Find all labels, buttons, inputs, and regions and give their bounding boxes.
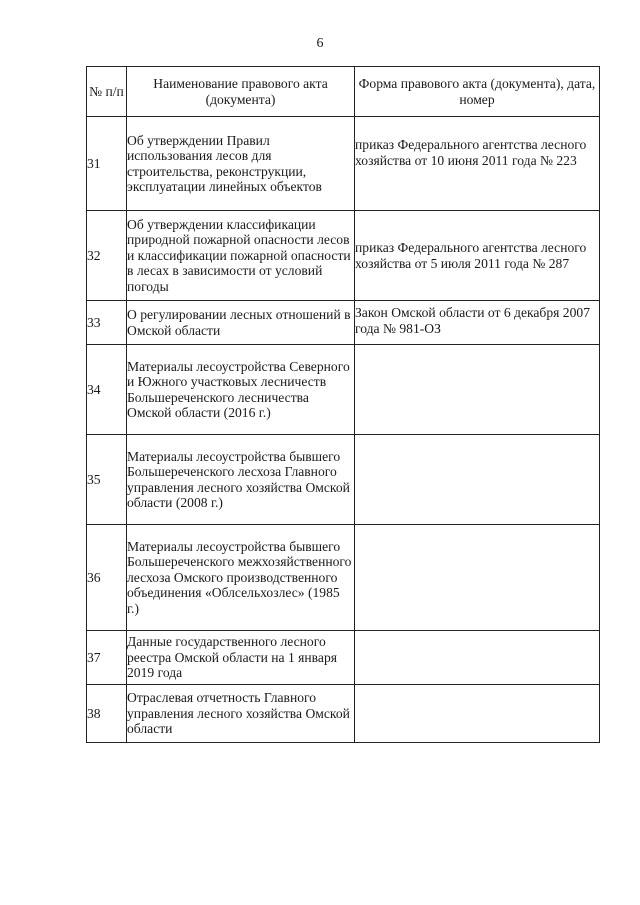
row-form bbox=[355, 435, 600, 525]
header-form: Форма правового акта (документа), дата, номер bbox=[355, 67, 600, 117]
table-row bbox=[87, 435, 600, 525]
row-name: Данные государственного лесного реестра Омской области на 1 января 2019 года bbox=[127, 631, 355, 685]
row-form bbox=[355, 685, 600, 743]
row-name: Материалы лесоустройства Северного и Южного участковых лесничеств Большереченского лесничества Омской области (2016 г.) bbox=[127, 345, 355, 435]
row-name: Об утверждении Правил использования лесов для строительства, реконструкции, эксплуатации линейных объектов bbox=[127, 117, 355, 211]
row-num: 33 bbox=[87, 301, 127, 345]
row-name: Об утверждении классификации природной пожарной опасности лесов и классификации пожарной опасности в лесах в зависимости от условий погоды bbox=[127, 211, 355, 301]
row-form: приказ Федерального агентства лесного хозяйства от 5 июля 2011 года № 287 bbox=[355, 211, 600, 301]
row-name: О регулировании лесных отношений в Омской области bbox=[127, 301, 355, 345]
row-form bbox=[355, 525, 600, 631]
row-num: 34 bbox=[87, 345, 127, 435]
table-row bbox=[87, 685, 600, 743]
header-name: Наименование правового акта (документа) bbox=[127, 67, 355, 117]
table-row bbox=[87, 301, 600, 345]
row-form: Закон Омской области от 6 декабря 2007 года № 981-ОЗ bbox=[355, 301, 600, 345]
table-row bbox=[87, 345, 600, 435]
table-row bbox=[87, 117, 600, 211]
row-form bbox=[355, 345, 600, 435]
table-row bbox=[87, 525, 600, 631]
legal-acts-table bbox=[86, 66, 600, 743]
row-form: приказ Федерального агентства лесного хозяйства от 10 июня 2011 года № 223 bbox=[355, 117, 600, 211]
table-row bbox=[87, 211, 600, 301]
page-number: 6 bbox=[316, 36, 324, 51]
row-num: 35 bbox=[87, 435, 127, 525]
row-num: 31 bbox=[87, 117, 127, 211]
row-num: 36 bbox=[87, 525, 127, 631]
table-header-row bbox=[87, 67, 600, 117]
row-form bbox=[355, 631, 600, 685]
row-num: 38 bbox=[87, 685, 127, 743]
header-num: № п/п bbox=[87, 67, 127, 117]
row-name: Отраслевая отчетность Главного управления лесного хозяйства Омской области bbox=[127, 685, 355, 743]
row-num: 37 bbox=[87, 631, 127, 685]
row-name: Материалы лесоустройства бывшего Большереченского лесхоза Главного управления лесного хозяйства Омской области (2008 г.) bbox=[127, 435, 355, 525]
row-num: 32 bbox=[87, 211, 127, 301]
table-row bbox=[87, 631, 600, 685]
row-name: Материалы лесоустройства бывшего Большереченского межхозяйственного лесхоза Омского производственного объединения «Облсельхозлес» (1985 г.) bbox=[127, 525, 355, 631]
